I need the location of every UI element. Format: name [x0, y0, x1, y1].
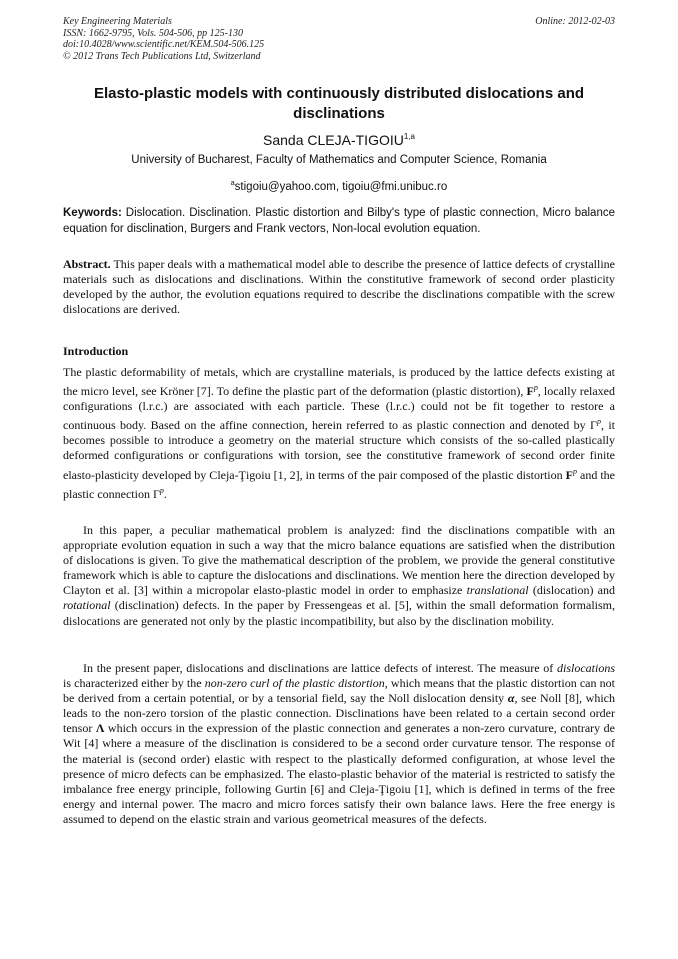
author-affiliation-mark: 1,a [403, 132, 415, 141]
issn-line: ISSN: 1662-9795, Vols. 504-506, pp 125-130 [63, 27, 243, 39]
author-line [63, 128, 615, 149]
abstract-text: This paper deals with a mathematical model able to describe the presence of lattice defects of crystalline materials such as dislocations and disclinations. Within the constitutive framework of second order plasticity developed by the author, the evolution equations required to describe the disclinations compatible with the screw dislocations are derived. [63, 257, 615, 317]
author-name: Sanda CLEJA-TIGOIU [263, 132, 404, 148]
abstract-label: Abstract. [63, 257, 111, 271]
paper-title: Elasto-plastic models with continuously distributed dislocations and disclinations [93, 85, 585, 122]
intro-paragraph-3: In the present paper, dislocations and disclinations are lattice defects of interest. The measure of dislocations is characterized either by the non-zero curl of the plastic distortion, which means that the plastic distortion can not be derived from a certain potential, or by a tensorial field, say the Noll dislocation density α, see Noll [8], which leads to the non-zero torsion of the plastic connection. Disclinations have been related to a certain second order tensor Λ which occurs in the expression of the plastic connection and generates a non-zero curvature, contrary de Wit [4] where a measure of the disclination is considered to be a second order curvature tensor. The response of the material is (second order) elastic with respect to the plastically deformed configuration, at whose level the presence of micro defects can be emphasized. The elasto-plastic behavior of the material is restricted to satisfy the imbalance free energy principle, following Gurtin [6] and Cleja-Ţigoiu [1], which is defined in terms of the free energy and internal power. The macro and micro forces satisfy their own balance laws. Here the free energy is assumed to depend on the elastic strain and various geometrical measures of the defects. [63, 661, 615, 826]
journal-name: Key Engineering Materials [63, 16, 172, 27]
abstract [63, 257, 615, 317]
keywords-label: Keywords: [63, 207, 122, 219]
intro-paragraph-2: In this paper, a peculiar mathematical problem is analyzed: find the disclinations compatible with an appropriate evolution equation in such a way that the micro balance equations are satisfied when the distribution of dislocations is given. To give the mathematical description of the problem, we provide the general constitutive framework which is able to capture the dislocations and disclinations. We mention here the direction developed by Clayton et al. [3] within a micropolar elasto-plastic model in order to emphasize translational (dislocation) and rotational (disclination) defects. In the paper by Fressengeas et al. [5], within the small deformation formalism, dislocations are generated not only by the plastic incompatibility, but also by the disclination mobility. [63, 523, 616, 628]
doi-line: doi:10.4028/www.scientific.net/KEM.504-506.125 [63, 39, 265, 50]
online-date: Online: 2012-02-03 [535, 16, 615, 27]
intro-paragraph-1: The plastic deformability of metals, which are crystalline materials, is produced by the lattice defects existing at the micro level, see Kröner [7]. To define the plastic part of the deformation (plastic distortion), $F^p$, locally relaxed configurations (l.r.c.) are associated with each particle. These (l.r.c.) could not be fit together to restore a continuous body. Based on the affine connection, herein referred to as plastic connection and denoted by $\Gamma^p$, it becomes possible to introduce a geometry on the material structure which consists of the so-called plastically deformed configurations or configurations with torsion, see the constitutive framework of second order finite elasto-plasticity developed by Cleja-Ţigoiu [1, 2], in terms of the pair composed of the plastic distortion $F^p$ and the plastic connection $\Gamma^p$. [63, 365, 616, 501]
section-title-introduction: Introduction [63, 344, 129, 358]
keywords [63, 205, 615, 237]
copyright-line: © 2012 Trans Tech Publications Ltd, Switzerland [63, 50, 261, 62]
email-mark: a [230, 180, 235, 187]
journal-header [63, 16, 615, 62]
email-addresses: stigoiu@yahoo.com, tigoiu@fmi.unibuc.ro [234, 181, 448, 193]
affiliation: University of Bucharest, Faculty of Mathematics and Computer Science, Romania [131, 154, 547, 166]
keywords-text: Dislocation. Disclination. Plastic distortion and Bilby's type of plastic connection, Micro balance equation for disclination, Burgers and Frank vectors, Non-local evolution equation. [63, 207, 615, 235]
email-line [63, 176, 615, 195]
